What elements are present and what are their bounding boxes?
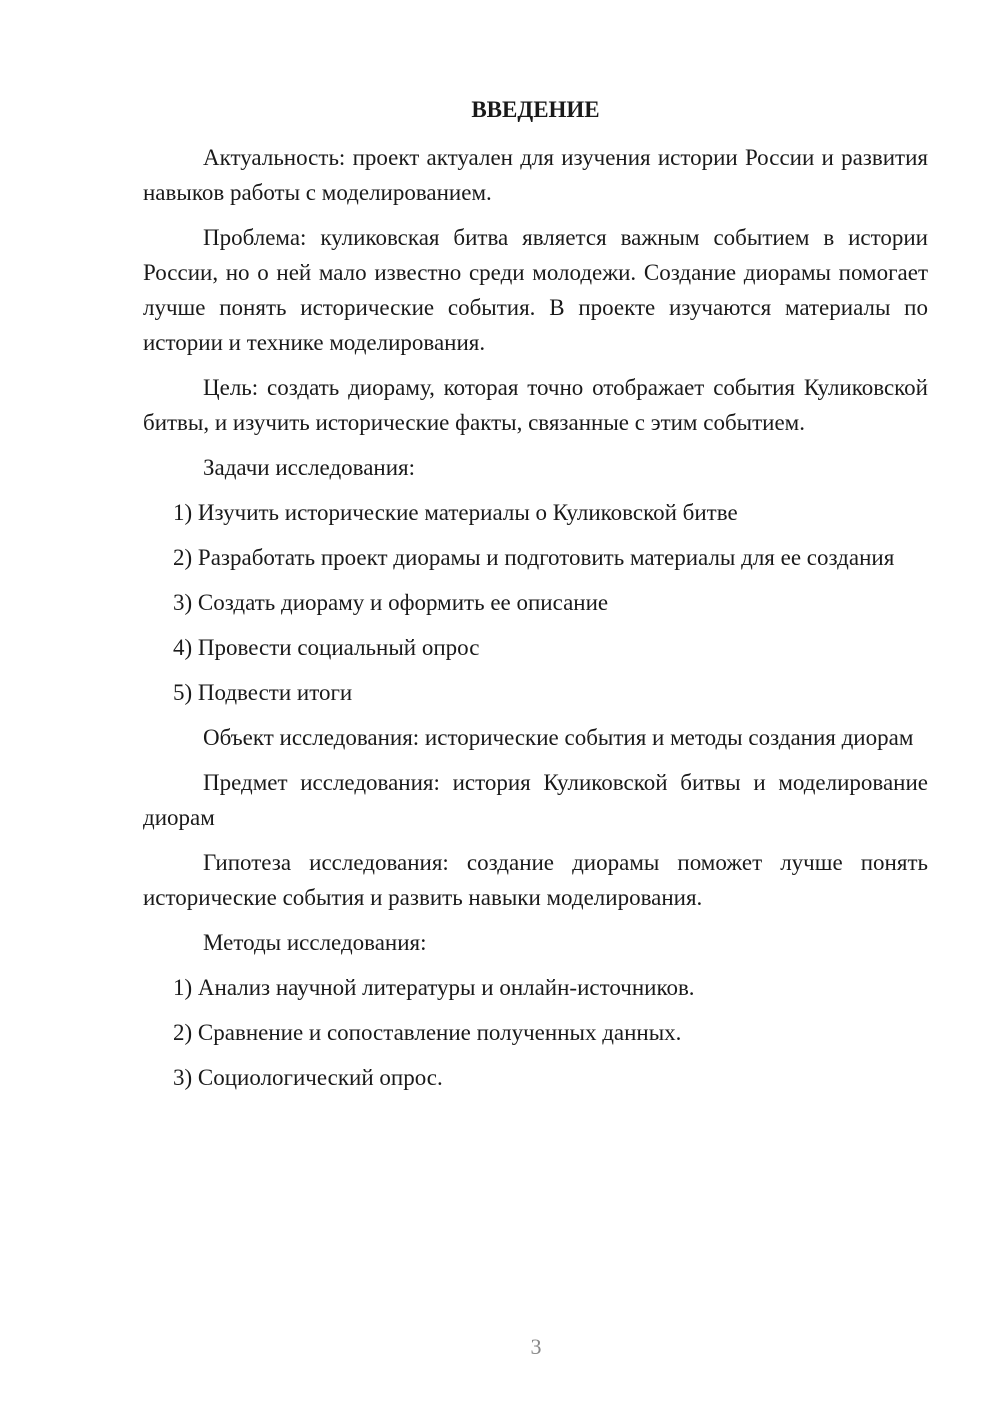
- task-item: 2) Разработать проект диорамы и подготовить материалы для ее создания: [173, 545, 895, 571]
- subject-paragraph: Предмет исследования: история Куликовской битвы и моделирование диорам: [143, 770, 928, 831]
- task-item: 4) Провести социальный опрос: [173, 635, 480, 661]
- method-item: 1) Анализ научной литературы и онлайн-источников.: [173, 975, 695, 1001]
- task-item: 5) Подвести итоги: [173, 680, 353, 706]
- goal-paragraph: Цель: создать диораму, которая точно отображает события Куликовской битвы, и изучить исторические факты, связанные с этим событием.: [143, 375, 928, 436]
- page-content: [143, 94, 928, 1105]
- method-item: 2) Сравнение и сопоставление полученных данных.: [173, 1020, 682, 1046]
- task-item: 1) Изучить исторические материалы о Куликовской битве: [173, 500, 738, 526]
- hypothesis-paragraph: Гипотеза исследования: создание диорамы поможет лучше понять исторические события и развить навыки моделирования.: [143, 850, 928, 911]
- task-item: 3) Создать диораму и оформить ее описание: [173, 590, 609, 616]
- tasks-heading: Задачи исследования:: [203, 455, 416, 481]
- methods-heading: Методы исследования:: [203, 930, 427, 956]
- object-paragraph: Объект исследования: исторические события и методы создания диорам: [203, 725, 914, 751]
- section-title: ВВЕДЕНИЕ: [471, 97, 600, 122]
- problem-paragraph: Проблема: куликовская битва является важным событием в истории России, но о ней мало известно среди молодежи. Создание диорамы помогает лучше понять исторические события. В проекте изучаются материалы по истории и технике моделирования.: [143, 225, 928, 356]
- method-item: 3) Социологический опрос.: [173, 1065, 443, 1091]
- actuality-paragraph: Актуальность: проект актуален для изучения истории России и развития навыков работы с моделированием.: [143, 145, 928, 206]
- page-number: 3: [530, 1334, 542, 1359]
